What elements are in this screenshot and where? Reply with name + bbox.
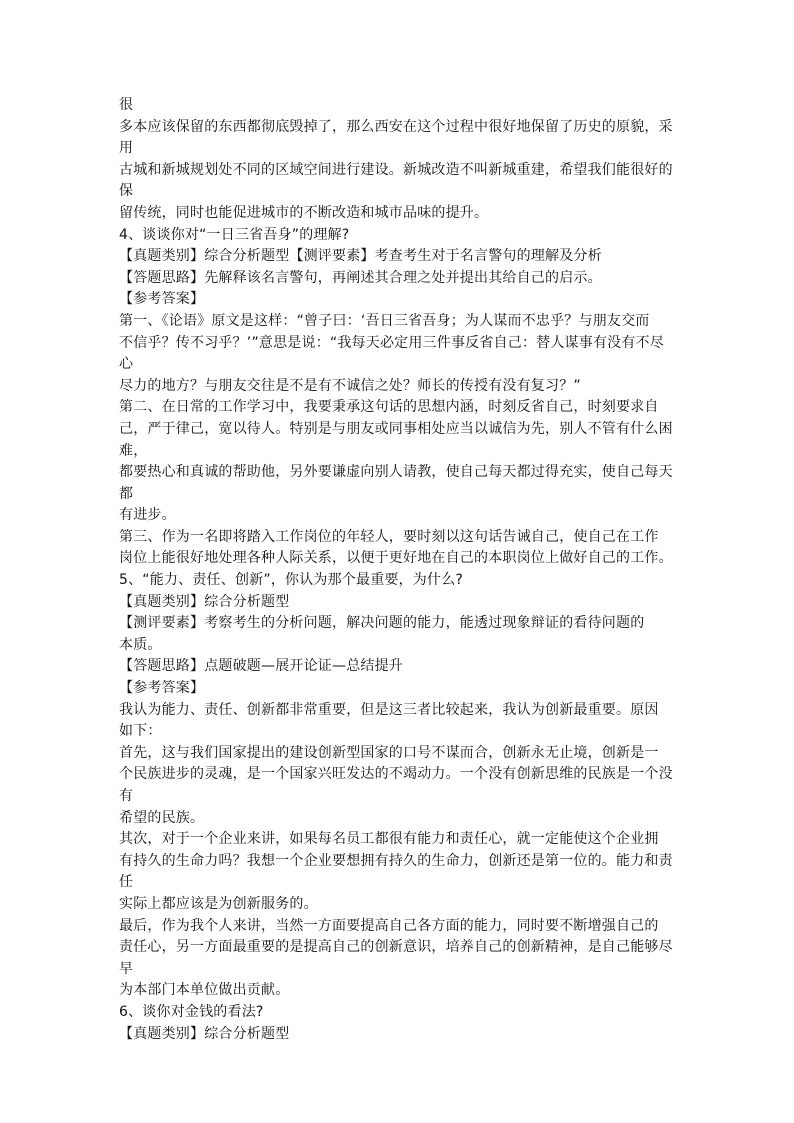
text-line: 其次，对于一个企业来讲，如果每名员工都很有能力和责任心，就一定能使这个企业拥: [119, 831, 659, 848]
text-line: 【答题思路】点题破题—展开论证—总结提升: [119, 658, 403, 675]
text-line: 我认为能力、责任、创新都非常重要，但是这三者比较起来，我认为创新最重要。原因: [119, 701, 659, 718]
text-line: 如下：: [119, 723, 162, 740]
text-line: 难，: [119, 442, 148, 459]
text-line: 岗位上能很好地处理各种人际关系，以便于更好地在自己的本职岗位上做好自己的工作。: [119, 550, 673, 567]
text-line: 实际上都应该是为创新服务的。: [119, 895, 318, 912]
section-label: 【参考答案】: [119, 680, 205, 697]
text-line: 【测评要素】考察考生的分析问题，解决问题的能力，能透过现象辩证的看待问题的: [119, 615, 645, 632]
text-line: 本质。: [119, 636, 162, 653]
text-line: 有进步。: [119, 507, 176, 524]
text-line: 首先，这与我们国家提出的建设创新型国家的口号不谋而合，创新永无止境，创新是一: [119, 744, 659, 761]
text-line: 心: [119, 356, 134, 373]
text-line: 有持久的生命力吗？我想一个企业要想拥有持久的生命力，创新还是第一位的。能力和责: [119, 852, 673, 869]
text-line: 留传统，同时也能促进城市的不断改造和城市品味的提升。: [119, 204, 489, 221]
text-line: 都: [119, 485, 134, 502]
text-line: 保: [119, 183, 134, 200]
document-body: [119, 95, 679, 1045]
text-line: 尽力的地方？与朋友交往是不是有不诚信之处？师长的传授有没有复习？”: [119, 377, 581, 394]
text-line: 第一、《论语》原文是这样：“曾子曰：‘吾日三省吾身；为人谋而不忠乎？与朋友交而: [119, 312, 650, 329]
question-heading: 5、“能力、责任、创新”，你认为那个最重要，为什么?: [119, 572, 464, 589]
text-line: 责任心，另一方面最重要的是提高自己的创新意识，培养自己的创新精神，是自己能够尽: [119, 939, 673, 956]
text-line: 早: [119, 960, 134, 977]
text-line: 希望的民族。: [119, 809, 205, 826]
text-line: 多本应该保留的东西都彻底毁掉了，那么西安在这个过程中很好地保留了历史的原貌，采: [119, 118, 673, 135]
text-line: 【真题类别】综合分析题型: [119, 1025, 290, 1042]
text-line: 【真题类别】综合分析题型【测评要素】考查考生对于名言警句的理解及分析: [119, 248, 602, 265]
text-line: 【真题类别】综合分析题型: [119, 593, 290, 610]
text-line: 用: [119, 140, 134, 157]
text-line: 很: [119, 97, 134, 113]
question-heading: 4、谈谈你对“一日三省吾身”的理解?: [119, 226, 350, 243]
text-line: 第三、作为一名即将踏入工作岗位的年轻人，要时刻以这句话告诫自己，使自己在工作: [119, 528, 659, 545]
text-line: 任: [119, 874, 134, 891]
text-line: 个民族进步的灵魂，是一个国家兴旺发达的不竭动力。一个没有创新思维的民族是一个没: [119, 766, 673, 783]
text-line: 古城和新城规划处不同的区域空间进行建设。新城改造不叫新城重建，希望我们能很好的: [119, 161, 673, 178]
text-line: 都要热心和真诚的帮助他，另外要谦虚向别人请教，使自己每天都过得充实，使自己每天: [119, 464, 673, 481]
section-label: 【参考答案】: [119, 291, 205, 308]
text-line: 己，严于律己，宽以待人。特别是与朋友或同事相处应当以诚信为先，别人不管有什么困: [119, 420, 673, 437]
text-line: 为本部门本单位做出贡献。: [119, 982, 290, 999]
text-line: 【答题思路】先解释该名言警句，再阐述其合理之处并提出其给自己的启示。: [119, 269, 602, 286]
text-line: 第二、在日常的工作学习中，我要秉承这句话的思想内涵，时刻反省自己，时刻要求自: [119, 399, 659, 416]
question-heading: 6、谈你对金钱的看法?: [119, 1003, 264, 1020]
text-line: 有: [119, 788, 134, 804]
text-line: 不信乎？传不习乎？’”意思是说：“我每天必定用三件事反省自己：替人谋事有没有不尽: [119, 334, 664, 351]
text-line: 最后，作为我个人来讲，当然一方面要提高自己各方面的能力，同时要不断增强自己的: [119, 917, 659, 934]
